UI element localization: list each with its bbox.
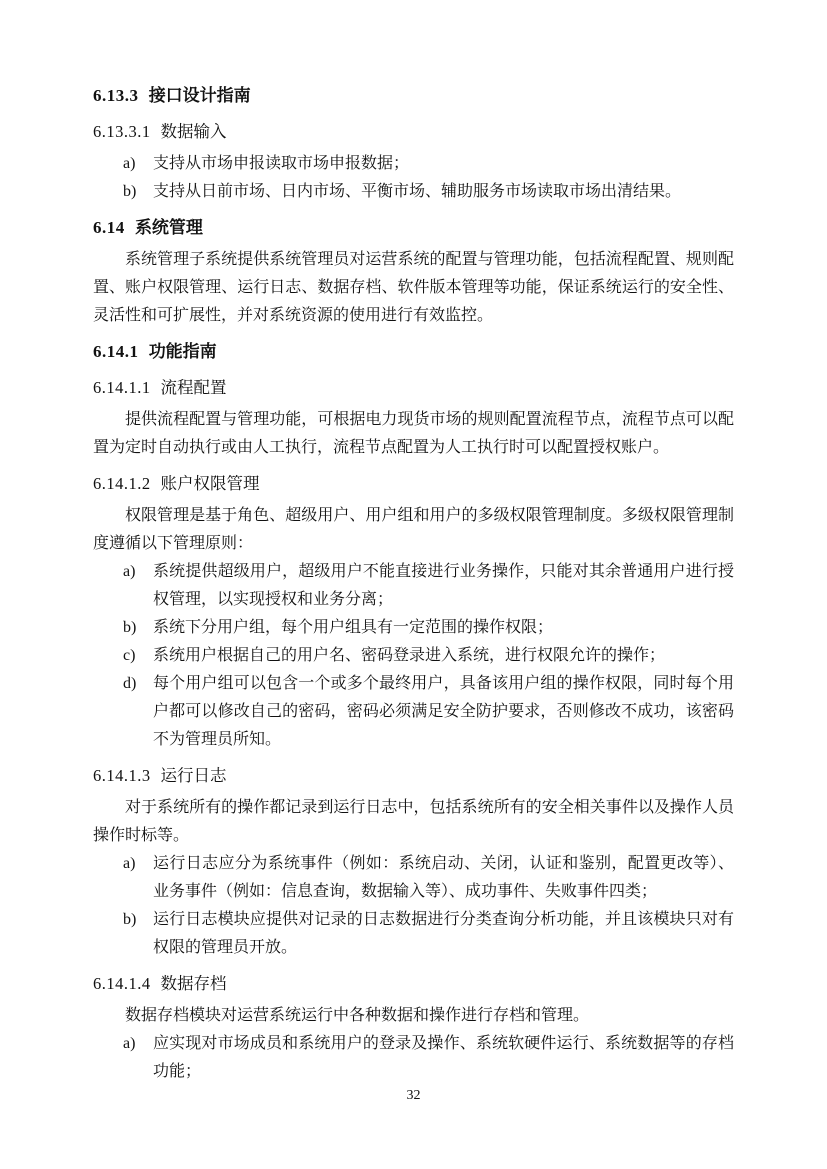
list-item <box>93 642 734 670</box>
section-number: 6.14 <box>93 218 125 237</box>
paragraph: 数据存档模块对运营系统运行中各种数据和操作进行存档和管理。 <box>125 1007 590 1024</box>
list-marker: a) <box>123 155 136 172</box>
section-number: 6.13.3 <box>93 86 139 105</box>
list-marker: b) <box>123 619 137 636</box>
paragraph: 系统管理子系统提供系统管理员对运营系统的配置与管理功能，包括流程配置、规则配置、账户权限管理、运行日志、数据存档、软件版本管理等功能，保证系统运行的安全性、灵活性和可扩展性，并对系统资源的使用进行有效监控。 <box>93 251 734 324</box>
list-item-text: 运行日志模块应提供对记录的日志数据进行分类查询分析功能，并且该模块只对有权限的管理员开放。 <box>153 911 734 956</box>
list-item <box>93 850 734 906</box>
list-marker: c) <box>123 647 136 664</box>
list-item <box>93 150 734 178</box>
section-number: 6.14.1.4 <box>93 974 151 993</box>
section-heading <box>93 470 734 498</box>
list-item-text: 系统用户根据自己的用户名、密码登录进入系统，进行权限允许的操作； <box>153 647 666 664</box>
list-item-text: 系统下分用户组，每个用户组具有一定范围的操作权限； <box>153 619 554 636</box>
section-heading <box>93 338 734 366</box>
section-number: 6.14.1.1 <box>93 378 151 397</box>
list-item-text: 支持从市场申报读取市场申报数据； <box>153 155 410 172</box>
section-number: 6.14.1.3 <box>93 766 151 785</box>
section-heading <box>93 374 734 402</box>
list-marker: d) <box>123 675 137 692</box>
section-heading <box>93 214 734 242</box>
section-number: 6.14.1.2 <box>93 474 151 493</box>
paragraph: 权限管理是基于角色、超级用户、用户组和用户的多级权限管理制度。多级权限管理制度遵循以下管理原则： <box>93 507 734 552</box>
section-heading <box>93 82 734 110</box>
list-item-text: 应实现对市场成员和系统用户的登录及操作、系统软硬件运行、系统数据等的存档功能； <box>153 1035 734 1080</box>
section-title: 接口设计指南 <box>148 86 251 105</box>
document-content <box>93 82 734 1086</box>
section-title: 数据输入 <box>160 122 227 141</box>
section-title: 数据存档 <box>160 974 227 993</box>
list-item-text: 运行日志应分为系统事件（例如：系统启动、关闭，认证和鉴别，配置更改等）、业务事件（例如：信息查询，数据输入等）、成功事件、失败事件四类； <box>153 855 734 900</box>
list-marker: a) <box>123 855 136 872</box>
section-title: 系统管理 <box>134 218 203 237</box>
section-title: 账户权限管理 <box>160 474 260 493</box>
paragraph: 对于系统所有的操作都记录到运行日志中，包括系统所有的安全相关事件以及操作人员操作时标等。 <box>93 799 734 844</box>
list-item <box>93 906 734 962</box>
list-item <box>93 670 734 754</box>
section-number: 6.13.3.1 <box>93 122 151 141</box>
list-marker: a) <box>123 1035 136 1052</box>
section-title: 运行日志 <box>160 766 227 785</box>
list-item-text: 系统提供超级用户，超级用户不能直接进行业务操作，只能对其余普通用户进行授权管理，以实现授权和业务分离； <box>153 563 734 608</box>
list-item <box>93 1030 734 1086</box>
section-heading <box>93 118 734 146</box>
list-marker: b) <box>123 183 137 200</box>
section-heading <box>93 970 734 998</box>
list-item <box>93 178 734 206</box>
section-heading <box>93 762 734 790</box>
page-number: 32 <box>406 1088 421 1103</box>
list-item-text: 每个用户组可以包含一个或多个最终用户，具备该用户组的操作权限，同时每个用户都可以修改自己的密码，密码必须满足安全防护要求，否则修改不成功，该密码不为管理员所知。 <box>153 675 734 748</box>
list-item <box>93 614 734 642</box>
section-title: 流程配置 <box>160 378 227 397</box>
list-marker: a) <box>123 563 136 580</box>
list-item-text: 支持从日前市场、日内市场、平衡市场、辅助服务市场读取市场出清结果。 <box>153 183 682 200</box>
list-marker: b) <box>123 911 137 928</box>
paragraph: 提供流程配置与管理功能，可根据电力现货市场的规则配置流程节点，流程节点可以配置为定时自动执行或由人工执行，流程节点配置为人工执行时可以配置授权账户。 <box>93 411 734 456</box>
section-number: 6.14.1 <box>93 342 139 361</box>
section-title: 功能指南 <box>148 342 217 361</box>
list-item <box>93 558 734 614</box>
